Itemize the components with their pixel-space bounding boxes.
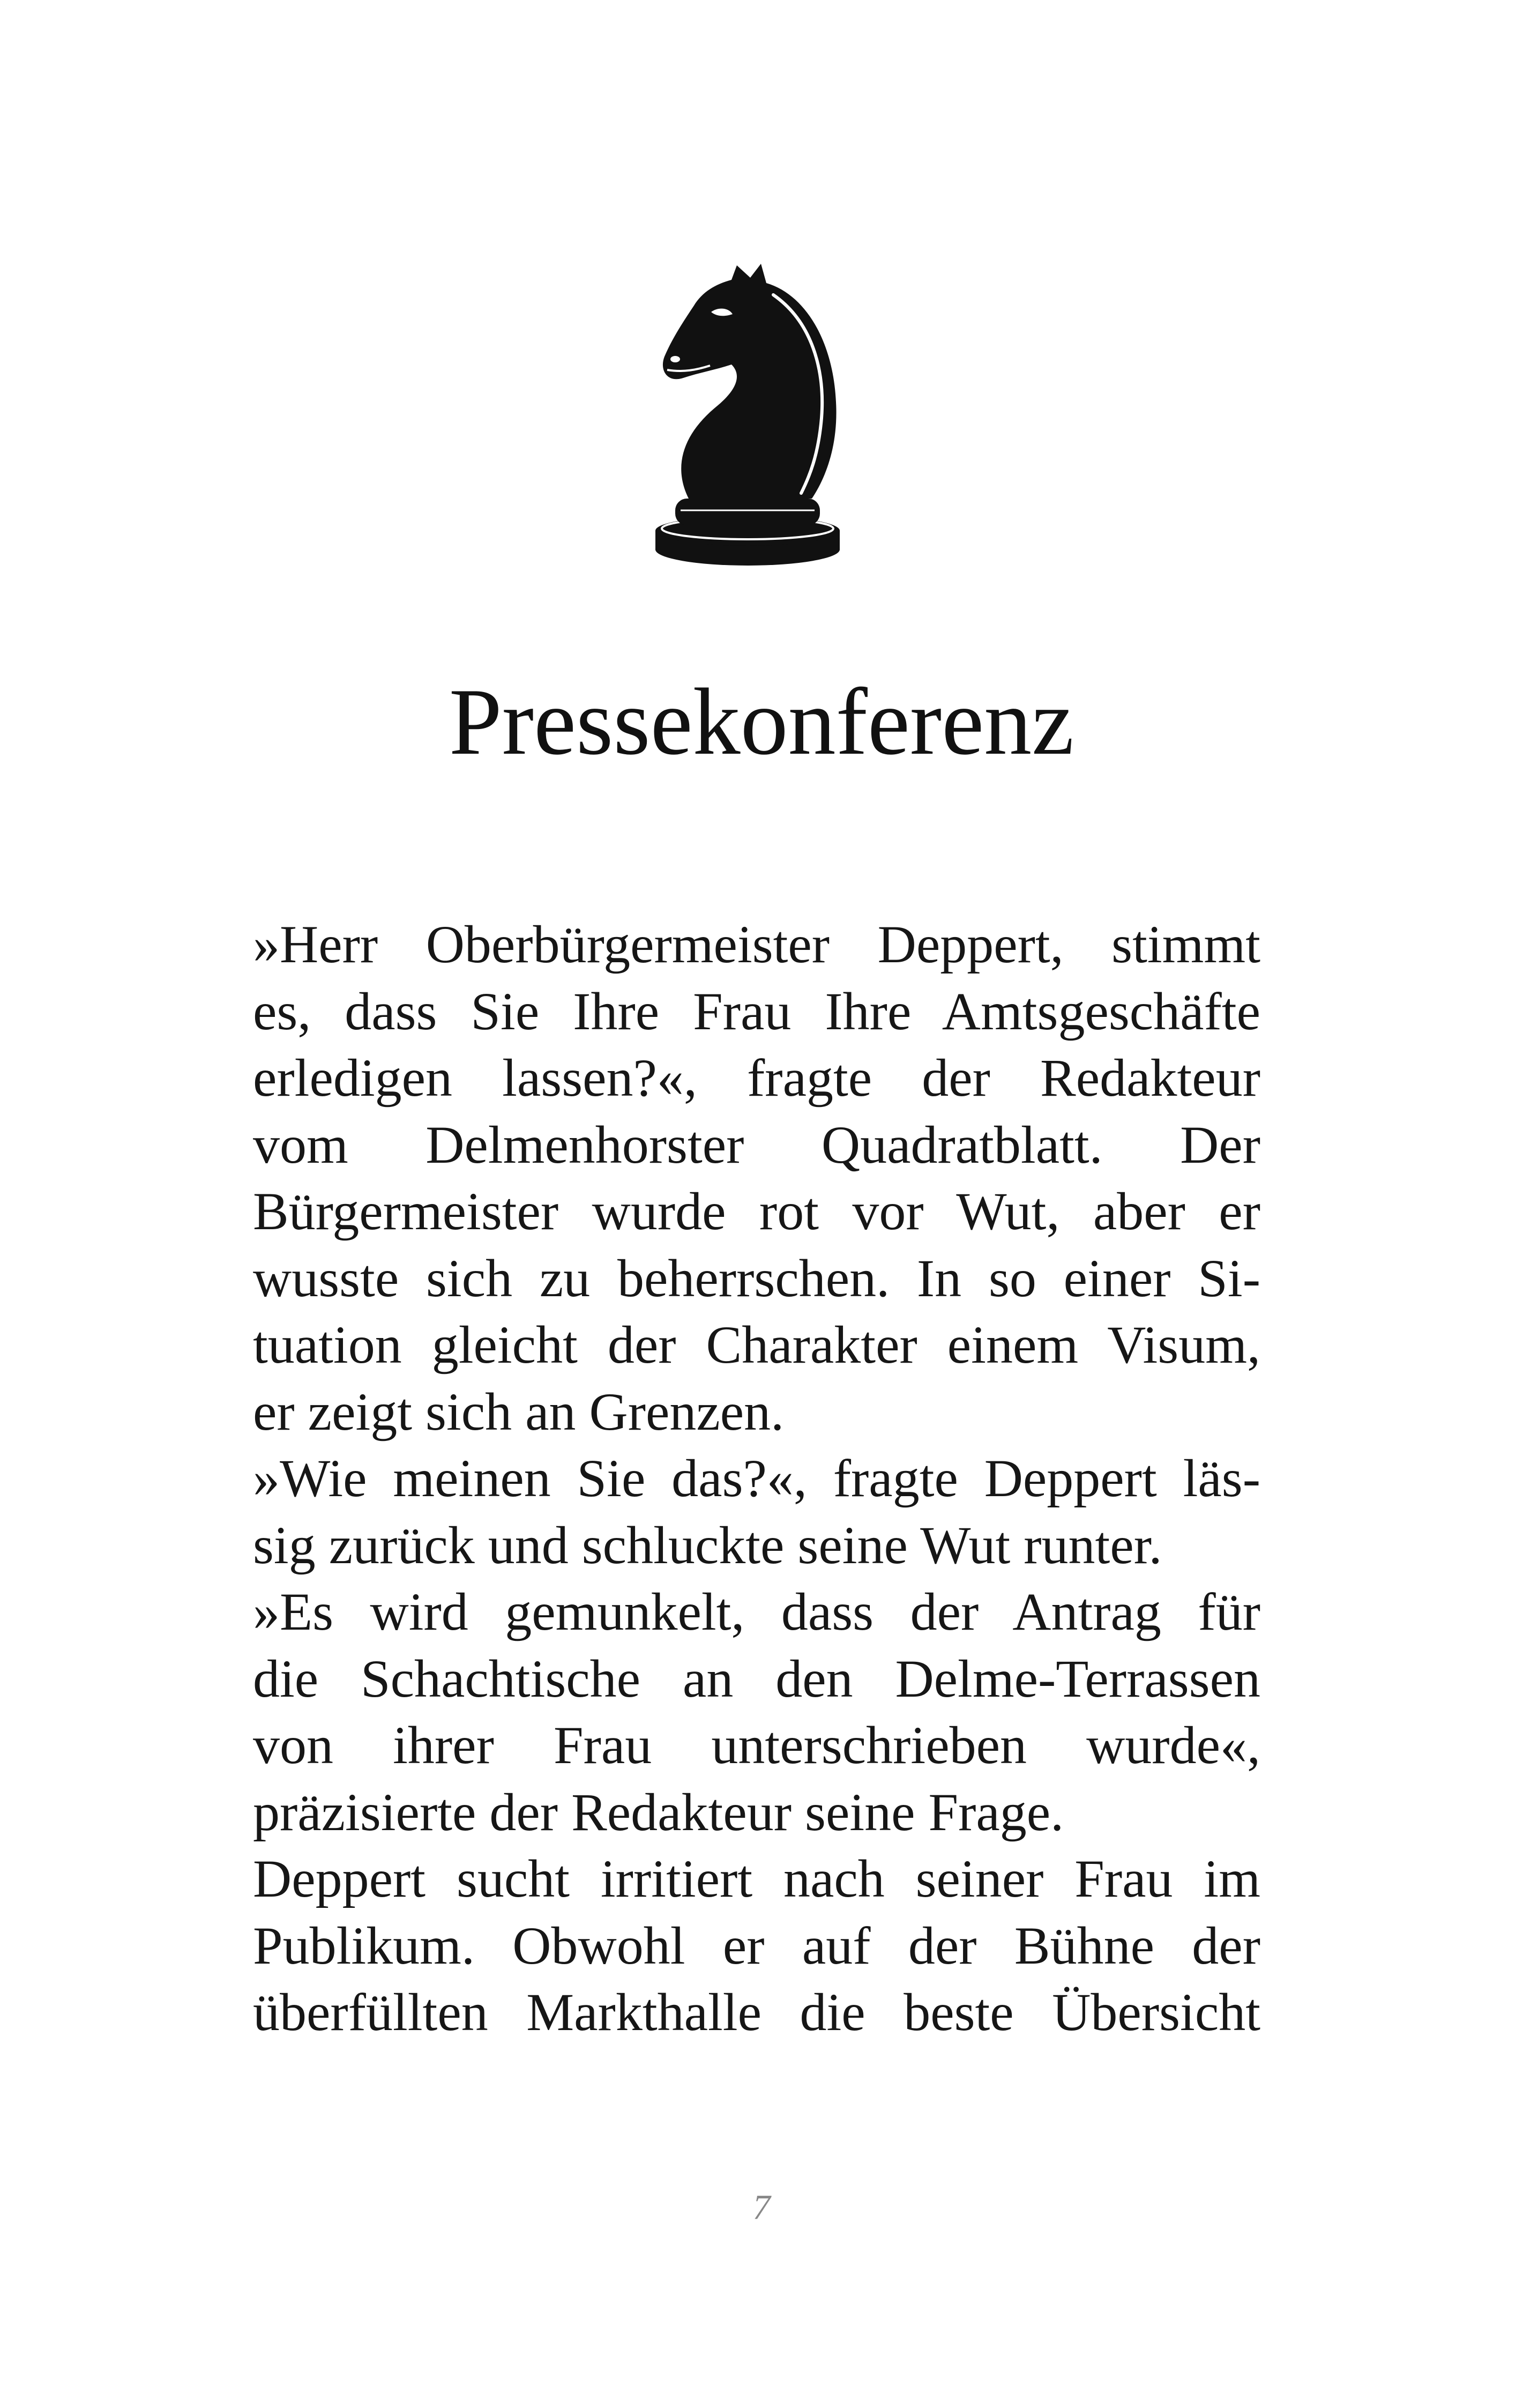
text-line: »Herr Oberbürgermeister Deppert, stimmt [253, 915, 1260, 974]
chess-knight-icon [651, 263, 844, 568]
text-line: sig zurück und schluckte seine Wut runter. [253, 1515, 1162, 1575]
page-number: 7 [752, 2188, 771, 2227]
text-line: Bürgermeister wurde rot vor Wut, aber er [253, 1181, 1260, 1241]
text-line: Deppert sucht irritiert nach seiner Frau im [253, 1849, 1260, 1908]
chapter-title: Pressekonferenz [449, 668, 1074, 775]
text-line: wusste sich zu beherrschen. In so einer Si- [253, 1248, 1260, 1308]
text-line: tuation gleicht der Charakter einem Visum, [253, 1315, 1260, 1374]
text-line: »Wie meinen Sie das?«, fragte Deppert läs- [253, 1448, 1260, 1508]
text-line: präzisierte der Redakteur seine Frage. [253, 1782, 1064, 1842]
text-line: Publikum. Obwohl er auf der Bühne der [253, 1915, 1260, 1975]
text-line: »Es wird gemunkelt, dass der Antrag für [253, 1582, 1260, 1641]
body-text [253, 911, 1260, 2046]
text-line: vom Delmenhorster Quadratblatt. Der [253, 1114, 1260, 1175]
text-line: die Schachtische an den Delme-Terrassen [253, 1648, 1260, 1708]
text-line: von ihrer Frau unterschrieben wurde«, [253, 1715, 1260, 1775]
text-line: überfüllten Markthalle die beste Übersicht [253, 1982, 1260, 2042]
text-line: erledigen lassen?«, fragte der Redakteur [253, 1048, 1260, 1108]
text-line: er zeigt sich an Grenzen. [253, 1381, 785, 1441]
text-line: es, dass Sie Ihre Frau Ihre Amtsgeschäfte [253, 981, 1260, 1041]
